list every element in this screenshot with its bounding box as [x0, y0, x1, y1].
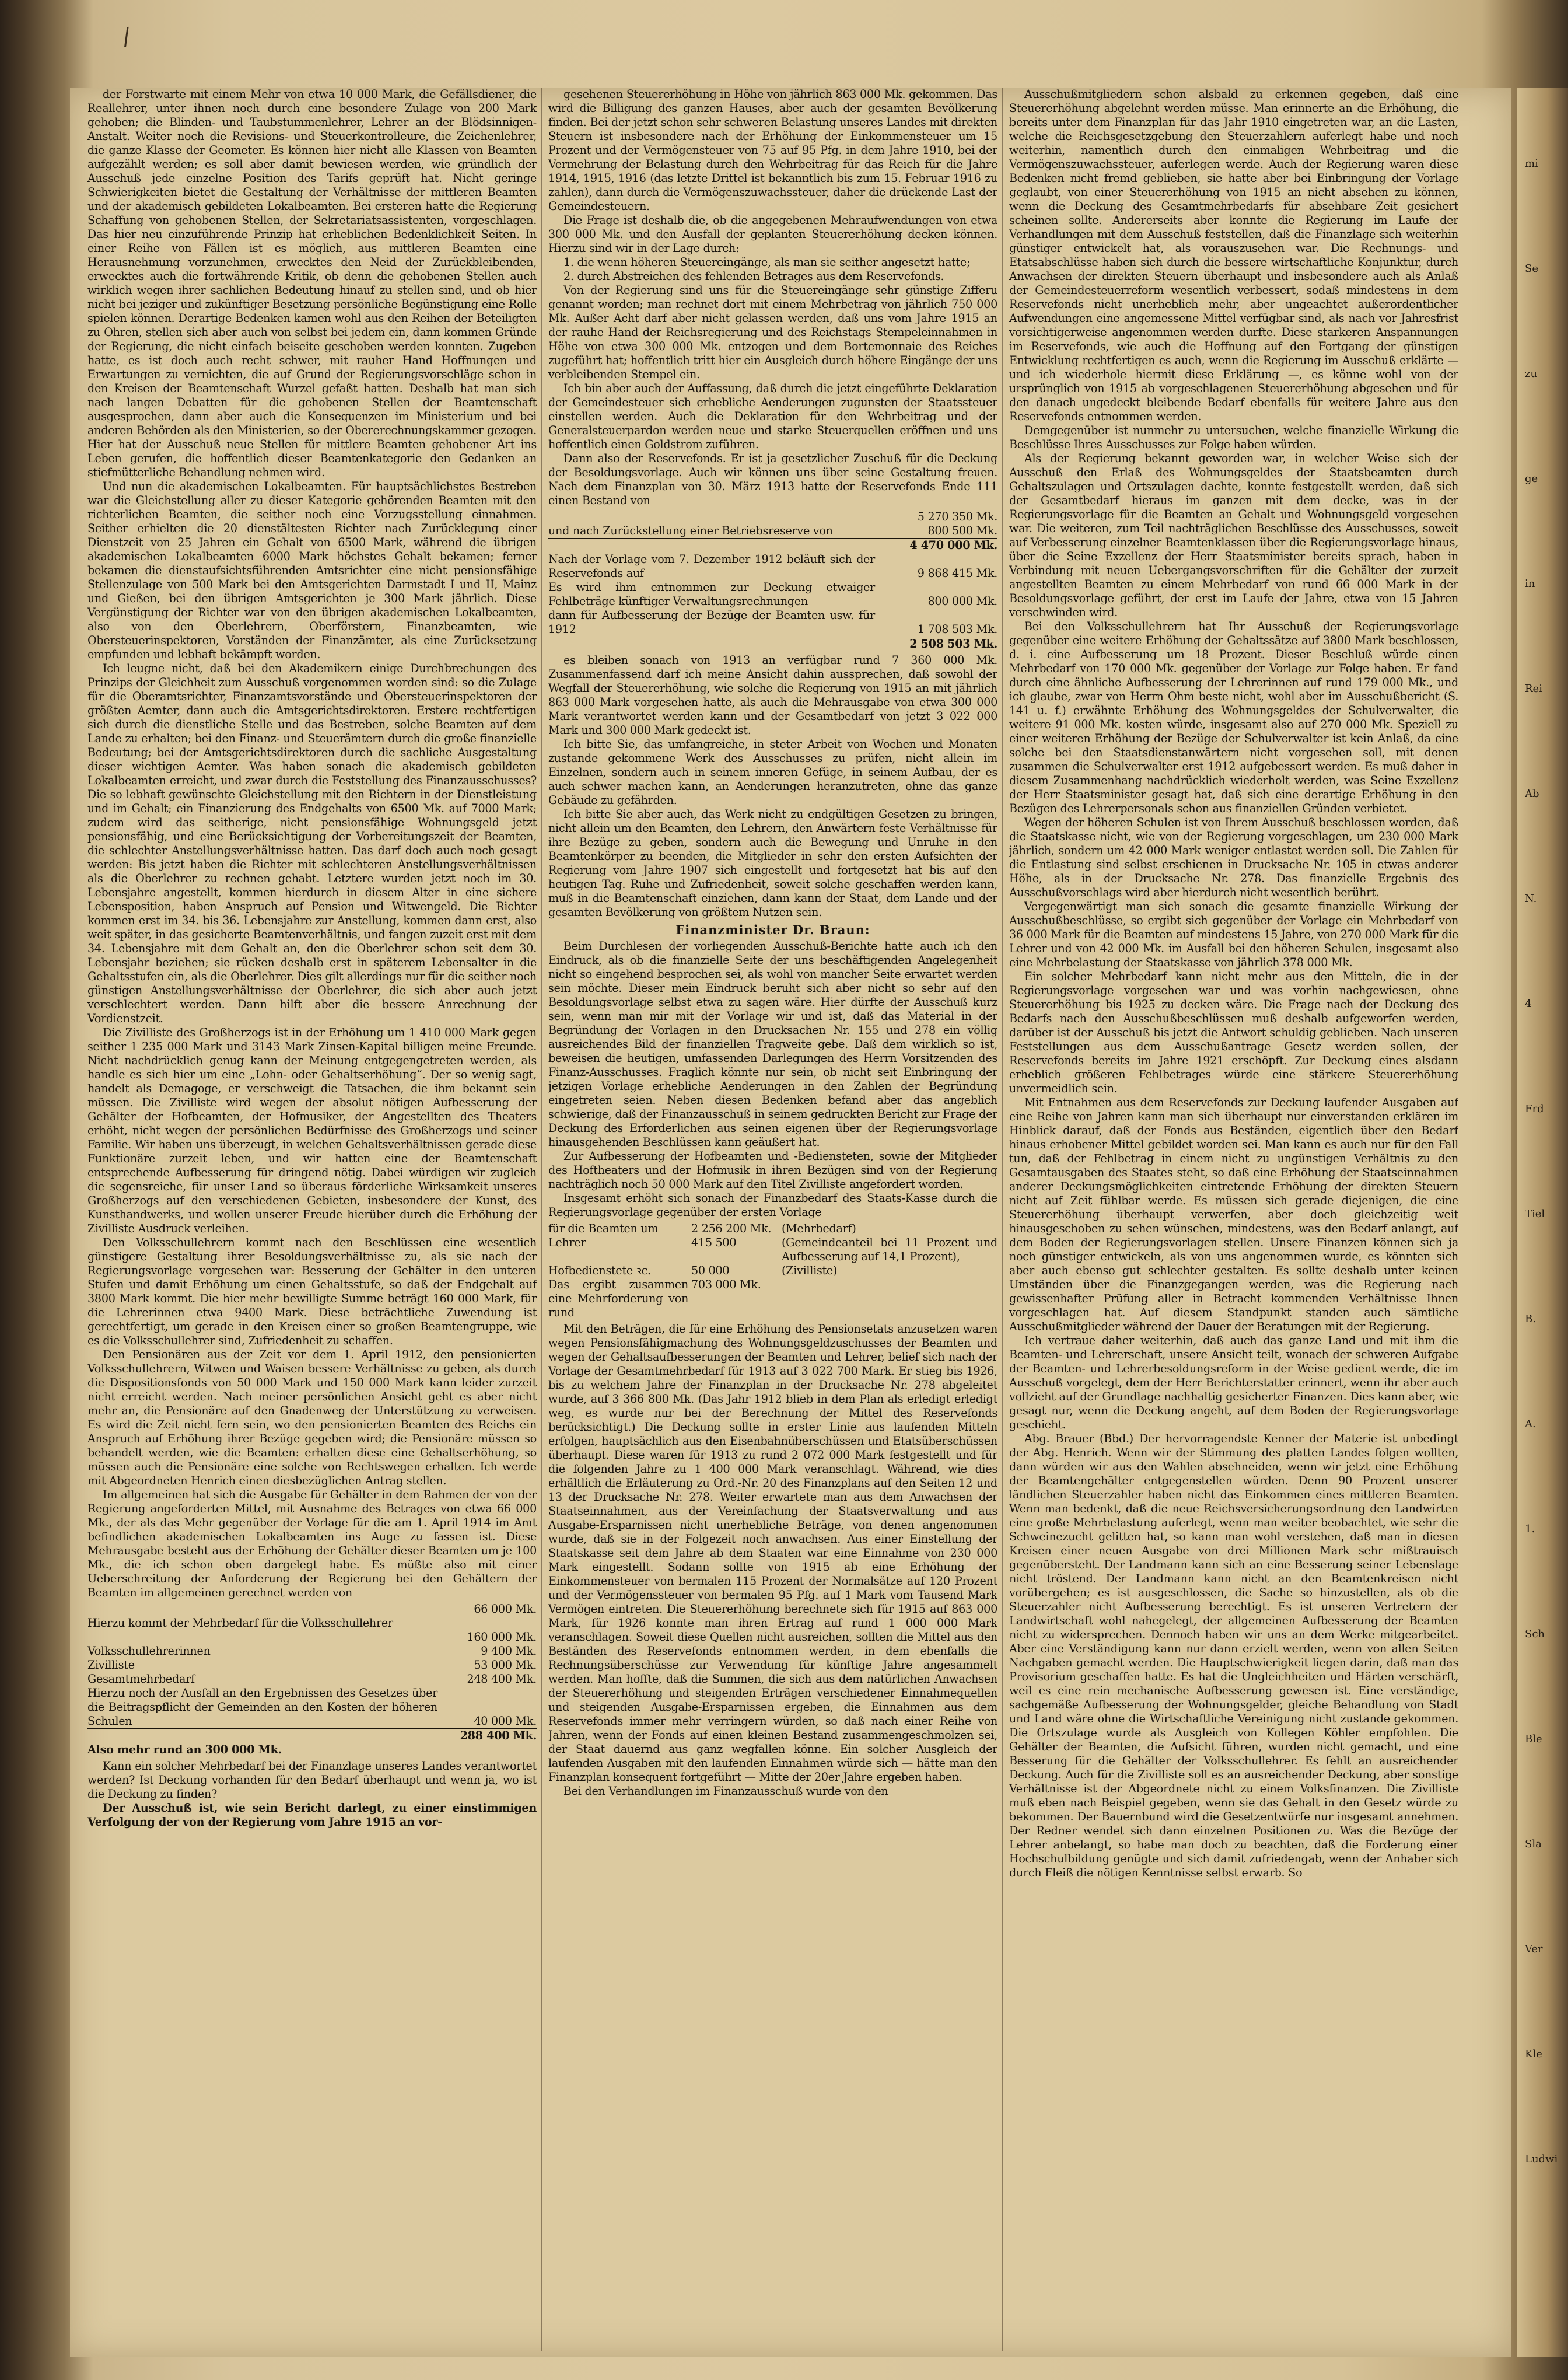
newspaper-page	[70, 88, 1511, 2357]
table-total: 288 400 Mk.	[88, 1728, 537, 1743]
paragraph: Ich leugne nicht, daß bei den Akademikern einige Durchbrechungen des Prinzips der Gleichheit zum Ausschuß vorgenommen worden sind: so die Zulage für die Oberamtsrichter, Finanzamtsvorstände und Obersteuerinspektoren der größten Aemter, dann auch die Amtsgerichtsdirektoren. Erstere rechtfertigen sich durch die dienstliche Stelle und das Bestreben, solche Beamten auf dem Lande zu erhalten; bei den Finanz- und Steuerämtern durch die große finanzielle Bedeutung; bei der Amtsgerichtsdirektoren durch die sachliche Ausgestaltung dieser wichtigen Aemter. Was haben sonach die akademisch gebildeten Lokalbeamten erreicht, und zwar durch die Feststellung des Finanzausschusses? Die so lebhaft gewünschte Gleichstellung mit den Richtern in der Dienstleistung und im Gehalt; ein Finanzierung des Endgehalts von 6500 Mk. auf 7000 Mark; zudem wird das seitherige, nicht pensionsfähige Wohnungsgeld jetzt pensionsfähig, und eine Berücksichtigung der Vorbereitungszeit der Beamten, die schlechter Anstellungsverhältnisse hatten. Das darf doch auch noch gesagt werden: Bis jetzt haben die Richter mit schlechteren Anstellungsverhältnissen als die Oberlehrer zu rechnen gehabt. Letztere wurden jetzt noch im 30. Lebensjahre angestellt, kommen hierdurch in diesem Alter in eine sichere Lebensposition, haben Anspruch auf Pension und Witwengeld. Die Richter kommen erst im 34. bis 36. Lebensjahre zur Anstellung, kommen dann erst, also weit später, in das gesicherte Beamtenverhältnis, und fangen zuzeit erst mit dem 34. Lebensjahre mit dem Gehalt an, den die Oberlehrer schon seit dem 30. Lebensjahr beziehen; sie rücken deshalb erst in späterem Lebensalter in die Gehaltsstufen ein, als die Oberlehrer. Dies gilt allerdings nur für die seither noch günstigen Anstellungsverhältnisse der Oberlehrer, die sich aber auch jetzt verschlechtert werden. Dann hilft aber die bessere Anrechnung der Vordienstzeit.	[88, 662, 537, 1025]
paragraph: Im allgemeinen hat sich die Ausgabe für Gehälter in dem Rahmen der von der Regierung angeforderten Mittel, mit Ausnahme des Betrages von etwa 66 000 Mk., der als das Mehr gegenüber der Vorlage für die am 1. April 1914 im Amt befindlichen akademischen Lokalbeamten ins Auge zu fassen ist. Diese Mehrausgabe besteht aus der Erhöhung der Gehälter dieser Beamten um je 100 Mk., die ich schon oben dargelegt habe. Es müßte also mit einer Ueberschreitung der Anforderung der Regierung bei den Gehältern der Beamten im allgemeinen gerechnet werden von	[88, 1488, 537, 1599]
paragraph: Und nun die akademischen Lokalbeamten. Für hauptsächlichstes Bestreben war die Gleichstellung aller zu dieser Kategorie gehörenden Beamten mit den richterlichen Beamten, die seither noch eine Vorzugsstellung einnahmen. Seither erhielten die 20 dienstältesten Richter nach Zurücklegung einer Dienstzeit von 25 Jahren ein Gehalt von 6500 Mark, während die übrigen akademischen Lokalbeamten 6000 Mark höchstes Gehalt bekamen; ferner bekamen die dienstaufsichtsführenden Amtsrichter eine nicht pensionsfähige Stellenzulage von 500 Mark bei den Amtsgerichten Darmstadt I und II, Mainz und Gießen, bei den übrigen Amtsgerichten je 300 Mark jährlich. Diese Vergünstigung der Richter war von den übrigen akademischen Lokalbeamten, also von den Oberlehrern, Oberförstern, Finanzbeamten, wie Obersteuerinspektoren, Vorständen der Finanzämter, als eine Zurücksetzung empfunden und lebhaft bekämpft worden.	[88, 480, 537, 661]
column-1	[88, 88, 537, 2351]
column-divider	[1002, 88, 1003, 2351]
paragraph: Die Frage ist deshalb die, ob die angegebenen Mehraufwendungen von etwa 300 000 Mk. und den Ausfall der geplanten Steuererhöhung decken können. Hierzu sind wir in der Lage durch:	[548, 214, 998, 255]
paragraph: Ein solcher Mehrbedarf kann nicht mehr aus den Mitteln, die in der Regierungsvorlage vorgesehen war und was vorhin nachgewiesen, ohne Steuererhöhung bis 1925 zu decken wäre. Die Frage nach der Deckung des Bedarfs nach den Ausschußbeschlüssen muß deshalb aufgeworfen werden, darüber ist der Ausschuß bis jetzt die Antwort schuldig geblieben. Nach unseren Feststellungen aus dem Ausschußantrage Gesetz werden sollen, der Reservefonds bereits im Jahre 1921 erschöpft. Zur Deckung eines alsdann erheblich größeren Fehlbetrages würde eine stärkere Steuererhöhung unvermeidlich sein.	[1009, 970, 1458, 1095]
mehrbedarf-table	[88, 1602, 537, 1757]
edge-fragment: Kle	[1525, 2048, 1542, 2060]
edge-fragment: 1.	[1525, 1523, 1535, 1535]
edge-fragment: Rei	[1525, 683, 1542, 695]
edge-fragment: Ble	[1525, 1733, 1542, 1745]
paragraph: 2. durch Abstreichen des fehlenden Betrages aus dem Reservefonds.	[564, 270, 944, 283]
paragraph: Den Volksschullehrern kommt nach den Beschlüssen eine wesentlich günstigere Gestaltung ihrer Besoldungsverhältnisse zu, als sie nach der Regierungsvorlage vorgesehen war: Besserung der Gehälter in den unteren Stufen und damit Erhöhung um einen Gehaltsstufe, so daß der Endgehalt auf 3800 Mark kommt. Die hier mehr bewilligte Summe beträgt 160 000 Mark, für die Lehrerinnen etwa 9400 Mark. Diese beträchtliche Zuwendung ist gerechtfertigt, um gerade in den Kreisen einer so großen Beamtengruppe, wie es die Volksschullehrer sind, Zufriedenheit zu schaffen.	[88, 1236, 537, 1347]
edge-fragment: Ludwi	[1525, 2153, 1558, 2165]
reservefonds-figures: 5 270 350 Mk. und nach Zurückstellung einer Betriebsreserve von 800 500 Mk. 4 470 000 Mk. Nach der Vorlage vom 7. Dezember 1912 beläuft sich der Reservefonds auf 9 868 415 Mk. Es wird ihm entnommen zur Deckung etwaiger Fehlbeträge künftiger Verwaltungsrechnungen 800 000 Mk. dann für Aufbesserung der Bezüge der Beamten usw. für 1912 1 708 503 Mk. 2 508 503 Mk.	[548, 510, 998, 651]
calc-row: Das ergibt zusammen eine Mehrforderung von rund 703 000 Mk.	[548, 1278, 761, 1319]
table-row: 160 000 Mk.	[467, 1630, 537, 1644]
edge-fragment: in	[1525, 578, 1535, 590]
paragraph: es bleiben sonach von 1913 an verfügbar rund 7 360 000 Mk. Zusammenfassend darf ich meine Ansicht dahin aussprechen, daß sowohl der Wegfall der Steuererhöhung, wie solche die Regierung von 1915 an mit jährlich 863 000 Mark vorgesehen hatte, als auch die Mehrausgabe von etwa 300 000 Mark verantwortet werden kann und der Gesamtbedarf von jetzt 3 022 000 Mark und 300 000 Mark gedeckt ist.	[548, 653, 998, 737]
paragraph: Als der Regierung bekannt geworden war, in welcher Weise sich der Ausschuß den Erlaß des Wohnungsgeldes der Staatsbeamten durch Gehaltszulagen und Ortszulagen dachte, konnte festgestellt werden, daß sich der Gesamtbedarf hieraus im ganzen mit dem decke, was in der Regierungsvorlage für die Beamten an Gehalt und Wohnungsgeld vorgesehen war. Die weiteren, zum Teil nachträglichen Beschlüsse des Ausschusses, soweit auf Verbesserung einzelner Beamtenklassen über die Regierungsvorlage hinaus, über die Seine Exzellenz der Herr Staatsminister bereits sprach, haben in Verbindung mit neuen Uebergangsvorschriften für die Gehälter der zurzeit angestellten Beamten zu einem Mehrbedarf von rund 66 000 Mark in der Besoldungsvorlage geführt, der erst im Laufe der Jahre, etwa von 15 Jahren verschwinden wird.	[1009, 452, 1458, 619]
edge-fragment: Tiel	[1525, 1208, 1545, 1220]
paragraph: Mit den Beträgen, die für eine Erhöhung des Pensionsetats anzusetzen waren wegen Pensionsfähigmachung des Wohnungsgeldzuschusses der Beamten und wegen der Gehaltsaufbesserungen der Beamten und Lehrer, belief sich nach der Vorlage der Gesamtmehrbedarf für 1913 auf 3 022 700 Mark. Er stieg bis 1926, bis zu welchem Jahre der Finanzplan in der Drucksache Nr. 278 abgeleitet wurde, auf 3 366 800 Mk. (Das Jahr 1912 blieb in dem Plan als erledigt erledigt weg, es wurde nur bei der Berechnung der Mittel des Reservefonds berücksichtigt.) Die Deckung sollte in erster Linie aus laufenden Mitteln erfolgen, hauptsächlich aus den Eisenbahnüberschüssen und Etatsüberschüssen überhaupt. Diese waren für 1913 zu rund 2 072 000 Mark festgestellt und für die folgenden Jahre zu 1 400 000 Mark veranschlagt. Während, wie dies erhältlich die Erläuterung zu Ord.-Nr. 20 des Finanzplans auf den Seiten 12 und 13 der Drucksache Nr. 278. Weiter erwartete man aus dem Anwachsen der Staatseinnahmen, aus der Vereinfachung der Staatsverwaltung und aus Ausgabe-Ersparnissen nicht unerhebliche Beträge, von denen angenommen wurde, daß sie in der Folgezeit noch anwachsen. Aus einer Einstellung der Staatskasse seit dem Jahre ab dem Staaten war eine Einnahme von 230 000 Mark eingestellt. Sodann sollte von 1915 ab eine Erhöhung der Einkommensteuer von bermalen 115 Prozent der Normalsätze auf 120 Prozent und der Vermögenssteuer von bermalen 95 Pfg. auf 1 Mark vom Tausend Mark Vermögen eintreten. Die Steuererhöhung berechnete sich für 1915 auf 863 000 Mark, für 1926 konnte man ihren Ertrag auf rund 1 000 000 Mark veranschlagen. Soweit diese Quellen nicht ausreichen, sollten die Mittel aus den Beständen des Reservefonds entnommen werden, in dem ebenfalls die Rechnungsüberschüsse zur Verwendung für künftige Jahre angesammelt werden. Man hoffte, daß die Summen, die sich aus dem natürlichen Anwachsen der Steuererhöhung und steigenden Erträgen verschiedener Einnahmequellen und steigenden Ausgabe-Ersparnissen ergeben, die Einnahmen aus dem Reservefonds immer mehr verringern würden, so daß nach einer Reihe von Jahren, wenn der Fonds auf einen kleinen Bestand zusammengeschmolzen sei, der Staat dauernd aus ganz wegfallen könne. Ein solcher Ausgleich der laufenden Ausgaben mit den laufenden Einnahmen würde sich — hätte man den Finanzplan konsequent fortgeführt — Mitte der 20er Jahre ergeben haben.	[548, 1322, 998, 1784]
paragraph: Beim Durchlesen der vorliegenden Ausschuß-Berichte hatte auch ich den Eindruck, als ob die finanzielle Seite der uns beschäftigenden Angelegenheit nicht so eingehend besprochen sei, als wohl von mancher Seite erwartet werden sein möchte. Dieser mein Eindruck beruht sich aber nicht so sehr auf den Besoldungsvorlage selbst etwa zu sagen wäre. Hier dürfte der Ausschuß kurz sein, wenn man mir mit der Vorlage wir und ist, daß das Material in der Begründung der Vorlagen in den Drucksachen Nr. 155 und 278 ein völlig ausreichendes Bild der finanziellen Tragweite gebe. Daß dem wirklich so ist, beweisen die heutigen, umfassenden Darlegungen des Herrn Vorsitzenden des Finanz-Ausschusses. Fraglich könnte nur sein, ob nicht seit Einbringung der jetzigen Vorlage erhebliche Aenderungen in den Zahlen der Begründung eingetreten seien. Neben diesen Bedenken befand aber das angeblich schwierige, daß der Finanzausschuß in seinem gedruckten Bericht zur Frage der Deckung des Erforderlichen aus seinen eigenen über der Regierungsvorlage hinausgehenden Beschlüssen kann geäußert hat.	[548, 939, 998, 1149]
calc-row: Hofbedienstete ꝛc. 50 000 (Zivilliste)	[548, 1264, 838, 1277]
table-row: Gesamtmehrbedarf 248 400 Mk.	[88, 1672, 537, 1686]
paragraph: Den Pensionären aus der Zeit vor dem 1. April 1912, den pensionierten Volksschullehrern, Witwen und Waisen bessere Verhältnisse zu geben, als durch die Dispositionsfonds von 50 000 Mark und 150 000 Mark kann leider zurzeit nicht erreicht werden. Nach meiner persönlichen Ansicht geht es aber nicht mehr an, die Pensionäre auf den Gnadenweg der Unterstützung zu verweisen. Es wird die Zeit nicht fern sein, wo den pensionierten Beamten des Reichs ein Anspruch auf Erhöhung ihrer Bezüge gegeben wird; die Pensionäre müssen so behandelt werden, wie die Beamten: erhalten diese eine Gehaltserhöhung, so müssen auch die Pensionäre eine solche von Rechtswegen erhalten. Ich werde mit Abgeordneten Henrich einen diesbezüglichen Antrag stellen.	[88, 1348, 537, 1487]
column-2-paragraphs-a	[548, 88, 998, 508]
column-3-paragraphs	[1009, 88, 1458, 1880]
paragraph: Insgesamt erhöht sich sonach der Finanzbedarf des Staats-Kasse durch die Regierungsvorlage gegenüber der ersten Vorlage	[548, 1191, 998, 1219]
calc-row: für die Beamten um 2 256 200 Mk. (Mehrbedarf)	[548, 1222, 856, 1235]
edge-fragment: B.	[1525, 1313, 1536, 1325]
paragraph: 1. die wenn höheren Steuereingänge, als man sie seither angesetzt hatte;	[564, 256, 971, 269]
table-intro: Hierzu kommt der Mehrbedarf für die Volksschullehrer	[88, 1616, 393, 1630]
paragraph: Ich vertraue daher weiterhin, daß auch das ganze Land und mit ihm die Beamten- und Lehrerschaft, unsere Ansicht teilt, wonach der schweren Aufgabe der Beamten- und Lehrerbesoldungsreform in der Weise gedient werde, die im Ausschuß vorgelegt, dem der Herr Berichterstatter erinnert, wenn ihr aber auch vollzieht auf der Grundlage nachhaltig gesicherter Finanzen. Dies kann aber, wie gesagt nur, wenn die Deckung angeht, auf dem Boden der Regierungsvorlage geschieht.	[1009, 1334, 1458, 1431]
pencil-mark: /	[120, 23, 133, 51]
paragraph: gesehenen Steuererhöhung in Höhe von jährlich 863 000 Mk. gekommen. Das wird die Billigung des ganzen Hauses, aber auch der gesamten Bevölkerung finden. Bei der jetzt schon sehr schweren Belastung unseres Landes mit direkten Steuern ist insbesondere nach der Erhöhung der Einkommensteuer um 15 Prozent und der Vermögensteuer von 75 auf 95 Pfg. in dem Jahre 1910, bei der Vermehrung der Belastung durch den Wehrbeitrag für das Reich für die Jahre 1914, 1915, 1916 (das letzte Drittel ist bekanntlich bis zum 15. Februar 1916 zu zahlen), dann durch die Vermögenszuwachssteuer, daher die drückende Last der Gemeindesteuern.	[548, 88, 998, 213]
finanzbedarf-calc	[548, 1222, 998, 1320]
table-row: Hierzu noch der Ausfall an den Ergebnissen des Gesetzes über die Beitragspflicht der Gemeinden an den Kosten der höheren Schulen 40 000 Mk.	[88, 1686, 537, 1728]
column-2-paragraphs-d	[548, 1322, 998, 1798]
paragraph: Ich bin aber auch der Auffassung, daß durch die jetzt eingeführte Deklaration der Gemeindesteuer sich erhebliche Aenderungen zugunsten der Staatssteuer einstellen werden. Auch die Deklaration für den Wehrbeitrag und der Generalsteuerpardon werden neue und starke Steuerquellen eröffnen und uns hoffentlich einen Goldstrom zuführen.	[548, 382, 998, 451]
edge-fragment: Ver	[1525, 1943, 1543, 1955]
paragraph: Wegen der höheren Schulen ist von Ihrem Ausschuß beschlossen worden, daß die Staatskasse nicht, wie von der Regierung vorgeschlagen, um 230 000 Mark jährlich, sondern um 42 000 Mark weniger entlastet werden soll. Die Zahlen für die Entlastung sind selbst erschienen in Drucksache Nr. 105 in etwas anderer Höhe, als in der Drucksache Nr. 278. Das finanzielle Ergebnis des Ausschußvorschlags wird aber hierdurch nicht wesentlich berührt.	[1009, 816, 1458, 899]
paragraph: Der Ausschuß ist, wie sein Bericht darlegt, zu einer einstimmigen Verfolgung der von der Regierung vom Jahre 1915 an vor-	[88, 1801, 537, 1829]
column-1-paragraphs	[88, 88, 537, 1600]
table-after: Also mehr rund an 300 000 Mk.	[88, 1743, 282, 1756]
paragraph: Demgegenüber ist nunmehr zu untersuchen, welche finanzielle Wirkung die Beschlüsse Ihres Ausschusses zur Folge haben würden.	[1009, 424, 1458, 451]
column-2	[548, 88, 998, 2351]
paragraph: Bei den Verhandlungen im Finanzausschuß wurde von den	[564, 1784, 888, 1798]
column-divider	[541, 88, 542, 2351]
paragraph: Bei den Volksschullehrern hat Ihr Ausschuß der Regierungsvorlage gegenüber eine weitere Erhöhung der Gehaltssätze auf 3800 Mark beschlossen, d. i. eine Aufbesserung um 18 Prozent. Dieser Beschluß würde einen Mehrbedarf von 170 000 Mk. gegenüber der Vorlage zur Folge haben. Er fand durch eine ähnliche Aufbesserung der Lehrerinnen auf rund 179 000 Mk., und ich glaube, zwar von Herrn Ohm beste nicht, wohl aber im Ausschußbericht (S. 141 u. f.) erwähnte Erhöhung des Wohnungsgeldes der Schulverwalter, die weitere 91 000 Mk. kosten würde, insgesamt also auf 270 000 Mk. Speziell zu einer weiteren Erhöhung der Bezüge der Schulverwalter ist kein Anlaß, da eine solche bei den Staatsdienstanwärtern nicht vorgesehen soll, mit denen zusammen die Schulverwalter erst 1912 aufgebessert werden. Es muß daher in diesem Zusammenhang nachdrücklich wiederholt werden, was Seine Exzellenz der Herr Staatsminister gesagt hat, daß sich eine derartige Erhöhung in den Bezügen des Lehrerpersonals schon aus finanziellen Gründen verbietet.	[1009, 620, 1458, 815]
edge-fragment: Ab	[1525, 788, 1539, 800]
edge-fragment: Sla	[1525, 1838, 1542, 1850]
paragraph: Mit Entnahmen aus dem Reservefonds zur Deckung laufender Ausgaben auf eine Reihe von Jahren kann man sich überhaupt nur einverstanden erklären im Hinblick darauf, daß der Fonds aus Beständen, eigentlich über den Bedarf hinaus erhobener Mittel gebildet worden sei. Man kann es auch nur für den Fall tun, daß der Fehlbetrag in einem nicht zu ungünstigen Verhältnis zu den Gesamtausgaben des Staates steht, so daß eine Erhöhung der Staatseinnahmen anderer Deckungsmöglichkeiten eintretende Erhöhung der direkten Steuern nicht auf Zeit fühlbar werde. Es müssen sich gerade diejenigen, die eine Steuererhöhung überhaupt verwerfen, aber doch gleichzeitig weit hinausgeschoben zu sehen wünschen, mindestens, was den Bedarf anlangt, auf dem Boden der Regierungsvorlagen stellen. Unsere Finanzen können sich ja noch günstiger entwickeln, als von uns angenommen wurde, es könnten sich aber auch ebenso gut schlechter gestalten. Es sollte deshalb unter keinen Umständen über die Finanzgegangen werden, was die Regierung nach gewissenhafter Prüfung aller in Betracht kommenden Verhältnisse Ihnen vorgeschlagen hat. Auf diesem Standpunkt standen auch sämtliche Ausschußmitglieder während der Dauer der Beratungen mit der Regierung.	[1009, 1096, 1458, 1333]
lead-value: 66 000 Mk.	[474, 1602, 537, 1616]
section-heading: Finanzminister Dr. Braun:	[676, 922, 870, 937]
table-row: Zivilliste 53 000 Mk.	[88, 1658, 537, 1672]
paragraph: Kann ein solcher Mehrbedarf bei der Finanzlage unseres Landes verantwortet werden? Ist Deckung vorhanden für den Bedarf überhaupt und wenn ja, wo ist die Deckung zu finden?	[88, 1759, 537, 1801]
column-2-paragraphs-b	[548, 653, 998, 920]
edge-fragment: mi	[1525, 158, 1538, 170]
edge-fragment: Frd	[1525, 1103, 1544, 1115]
paragraph: Ich bitte Sie, das umfangreiche, in steter Arbeit von Wochen und Monaten zustande gekommene Werk des Ausschusses zu prüfen, nicht allein im Einzelnen, sondern auch in seinem inneren Gefüge, in seinem Aufbau, der es auch schwer machen kann, an Aenderungen heranzutreten, ohne das ganze Gebäude zu gefährden.	[548, 738, 998, 807]
edge-fragment: zu	[1525, 368, 1538, 380]
paragraph: Ich bitte Sie aber auch, das Werk nicht zu endgültigen Gesetzen zu bringen, nicht allein um den Beamten, den Lehrern, den Anwärtern feste Verhältnisse für ihre Bezüge zu geben, sondern auch die Bewegung und Unruhe in den Beamtenkörper zu beenden, die Mitglieder in sehr den ersten Aufsichten der Regierung vom Jahre 1907 sich eingestellt und fortgesetzt hat bis auf den heutigen Tag. Ruhe und Zufriedenheit, soweit solche geschaffen werden kann, muß in die Beamtenschaft einziehen, dann kann der Staat, dem Lande und der gesamten Bevölkerung von größtem Nutzen sein.	[548, 808, 998, 919]
paragraph: Die Zivilliste des Großherzogs ist in der Erhöhung um 1 410 000 Mark gegen seither 1 235 000 Mark und 3143 Mark Zinsen-Kapital billigen meine Freunde. Nicht nachdrücklich genug kann der Meinung entgegengetreten werden, als handle es sich hier um eine „Lohn- oder Gehaltserhöhung“. Der so wenig sagt, handelt als Demagoge, er verschweigt die Tatsachen, die ihm bekannt sein müssen. Die Zivilliste wird wegen der absolut nötigen Aufbesserung der Gehälter der Hofbeamten, der Hofmusiker, der Angestellten des Theaters erhöht, nicht wegen der persönlichen Bedürfnisse des Großherzogs und seiner Familie. Wir haben uns überzeugt, in welchen Gehaltsverhältnissen gerade diese Funktionäre zurzeit leben, und wir hatten eine der Beamtenschaft entsprechende Aufbesserung für dringend nötig. Dabei würdigen wir zugleich die segensreiche, für unser Land so überaus förderliche Wirksamkeit unseres Großherzogs auf den verschiedenen Gebieten, insbesondere der Kunst, des Kunsthandwerks, und wollen unserer Freude hierüber durch die Erhöhung der Zivilliste Ausdruck verleihen.	[88, 1026, 537, 1235]
edge-fragment: A.	[1525, 1418, 1536, 1430]
table-row	[88, 1602, 537, 1616]
calc-row: Lehrer 415 500 (Gemeindeanteil bei 11 Prozent und Aufbesserung auf 14,1 Prozent),	[548, 1236, 998, 1263]
paragraph: Dann also der Reservefonds. Er ist ja gesetzlicher Zuschuß für die Deckung der Besoldungsvorlage. Auch wir können uns über seine Gestaltung freuen. Nach dem Finanzplan von 30. März 1913 hatte der Reservefonds Ende 111 einen Bestand von	[548, 452, 998, 507]
paragraph: Ausschußmitgliedern schon alsbald zu erkennen gegeben, daß eine Steuererhöhung abgelehnt werden müsse. Man erinnerte an die Erhöhung, die bereits unter dem Finanzplan für das Jahr 1910 eingetreten war, an die Lasten, welche die Reichsgesetzgebung den Steuerzahlern auferlegt habe und noch weiterhin, namentlich durch den einmaligen Wehrbeitrag und die Vermögenszuwachssteuer, auferlegen werde. Auch der Regierung waren diese Bedenken nicht fremd geblieben, sie hatte aber bei Einbringung der Vorlage geglaubt, von einer Steuererhöhung von 1915 an nicht absehen zu können, wenn die Deckung des Gesamtmehrbedarfs für absehbare Zeit gesichert scheinen sollte. Andererseits aber konnte die Regierung im Laufe der Verhandlungen mit dem Ausschuß feststellen, daß die Finanzlage sich weiterhin günstiger entwickelt hat, als vorauszusehen war. Die Rechnungs- und Etatsabschlüsse haben sich durch die bessere wirtschaftliche Konjunktur, durch Anwachsen der direkten Steuern überhaupt und insbesondere auch als Anlaß der Gemeindesteuerreform wesentlich verbessert, sodaß mindestens in dem Reservefonds nicht unerheblich mehr, aber ungeachtet außerordentlicher Aufwendungen eine angemessene Mittel verfügbar sind, als nach vor Jahresfrist vorsichtigerweise angenommen werden durfte. Diese starkeren Anspannungen im Reservefonds, wie auch die Hoffnung auf den Fortgang der günstigen Entwicklung rechtfertigen es auch, wenn die Regierung im Ausschuß erklärte — und ich wiederhole hiermit diese Erklärung —, es könne wohl von der ursprünglich von 1915 ab vorgeschlagenen Steuererhöhung abgesehen und für den danach ungedeckt bleibende Bedarf ebenfalls für weitere Jahre aus den Reservefonds entnommen werden.	[1009, 88, 1458, 423]
paragraph: Vergegenwärtigt man sich sonach die gesamte finanzielle Wirkung der Ausschußbeschlüsse, so ergibt sich gegenüber der Vorlage ein Mehrbedarf von 36 000 Mark für die Beamten auf mindestens 15 Jahre, von 270 000 Mark für die Lehrer und von 42 000 Mk. im Ausfall bei den höheren Schulen, insgesamt also eine Mehrbelastung der Staatskasse von jährlich 378 000 Mk.	[1009, 900, 1458, 969]
column-3	[1009, 88, 1458, 2351]
edge-fragment: Sch	[1525, 1628, 1545, 1640]
table-row: Volksschullehrerinnen 9 400 Mk.	[88, 1644, 537, 1658]
paragraph: Abg. Brauer (Bbd.) Der hervorragendste Kenner der Materie ist unbedingt der Abg. Henrich. Wenn wir der Stimmung des platten Landes folgen wollten, dann würden wir aus den Wahlen absehneiden, wenn wir jetzt eine Erhöhung der Beamtengehälter entgegenstellen würden. Denn 90 Prozent unserer ländlichen Steuerzahler haben nicht das Einkommen eines mittleren Beamten. Wenn man bedenkt, daß die neue Reichsversicherungsordnung den Landwirten eine große Mehrbelastung auferlegt, wenn man weiter beobachtet, wie sehr die Schweinezucht gelitten hat, so kann man wohl verstehen, daß man in diesen Kreisen einer neuen Ausgabe von drei Millionen Mark sehr mißtrauisch gegenübersteht. Der Landmann kann sich an eine Besserung seiner Lebenslage nicht tröstend. Der Landmann kann nicht an den Beamtenkreisen nicht vorübergehen; es ist ausgeschlossen, die Sache so hinzustellen, als ob die Steuerzahler nicht Aufbesserung berechtigt. Es ist unseren Vertretern der Landwirtschaft wohl nahegelegt, der allgemeinen Aufbesserung der Beamten nicht zu widersprechen. Dennoch haben wir uns an dem Werke mitgearbeitet. Aber eine Verständigung kann nur dann erzielt werden, wenn von allen Seiten Nachgaben gemacht werden. Die Hauptschwierigkeit liegen darin, daß man das Provisorium geschaffen hatte. Es hat die Ungleichheiten und Härten verschärft, weil es eine rein mechanische Aufbesserung gewesen ist. Eine verständige, sachgemäße Aufbesserung der Wohnungsgelder, gleiche Behandlung von Stadt und Land wäre ohne die Wirtschaftliche Vereinigung nicht zustande gekommen. Die Ortszulage wurde als Ausgleich von Kollegen Köhler empfohlen. Die Gehälter der Beamten, die Aufsicht führen, wurden nicht gemacht, und eine Besserung für die Gehälter der Volksschullehrer. Es fehlt an ausreichender Deckung. Auch für die Zivilliste soll es an ausreichender Deckung, aber sonstige Verhältnisse ist der Abgeordnete nicht zu einem Volksfinanzen. Die Zivilliste muß eben nach Beispiel gegeben, wenn sie das Gehalt in den Gesetz würde zu bekommen. Der Bauernbund wird die Gesetzentwürfe nur insgesamt annehmen. Der Redner wendet sich dann einzelnen Positionen zu. Was die Bezüge der Lehrer anbelangt, so habe man doch zu beachten, daß die Forderung einer Hochschulbildung genügte und sich damit zufriedengab, wenn der Anhaber sich durch Fleiß die nötigen Kenntnisse selbst erwarb. So	[1009, 1432, 1458, 1879]
column-2-paragraphs-c	[548, 939, 998, 1219]
paragraph: der Forstwarte mit einem Mehr von etwa 10 000 Mark, die Gefällsdiener, die Reallehrer, unter ihnen noch durch eine besondere Zulage von 200 Mark gehoben; die Blinden- und Taubstummenlehrer, Lehrer an der Blödsinnigen-Anstalt. Weiter noch die Revisions- und Steuerkontrolleure, die Zeichenlehrer, die ganze Klasse der Geometer. Es können hier nicht alle Klassen von Beamten aufgezählt werden; es soll aber damit bewiesen werden, wie gründlich der Ausschuß jede einzelne Position des Tarifs geprüft hat. Nicht geringe Schwierigkeiten bietet die Gestaltung der Verhältnisse der mittleren Beamten und der akademisch gebildeten Lokalbeamten. Bei ersteren hatte die Regierung Schaffung von gehobenen Stellen, der Sekretariatsassistenten, vorgeschlagen. Das hier neu einzuführende Prinzip hat erheblichen Bedenklichkeit Seiten. In einer Reihe von Fällen ist es möglich, aus mittleren Beamten eine Herausnehmung vorzunehmen, erwecktes den Neid der Zurückbleibenden, erwecktes auch die fortwährende Kritik, ob denn die gehobenen Stellen auch wirklich wegen ihrer sachlichen Bedeutung hinauf zu stellen sind, und ob hier nicht bei jeziger und zukünftiger Besetzung persönliche Begünstigung eine Rolle spielen können. Derartige Bedenken kamen wohl aus den Reihen der Beteiligten zu Ohren, stellen sich aber auch von selbst bei jedem ein, dann kommen Gründe der Regierung, die nicht einfach beiseite geschoben werden konnten. Zugeben hatte, es ist doch auch recht schwer, mit rauher Hand Hoffnungen und Erwartungen zu vernichten, die auf Grund der Regierungsvorschläge schon in den Kreisen der Beamtenschaft Wurzel gefaßt hatten. Deshalb hat man sich nach langen Debatten für die gehobenen Stellen der Beamtenschaft ausgesprochen, dann aber auch die Konsequenzen im Ministerium und bei anderen Behörden als den Ministerien, so der Obererechnungskammer gezogen. Hier hat der Ausschuß neue Stellen für mittlere Beamten gehobener Art ins Leben gerufen, die hoffentlich dieser Beamtenkategorie den Gedanken an stiefmütterliche Behandlung nehmen wird.	[88, 88, 537, 479]
edge-fragment: ge	[1525, 473, 1538, 485]
adjacent-page-edge	[1517, 88, 1568, 2357]
edge-fragment: N.	[1525, 893, 1537, 905]
edge-fragment: Se	[1525, 263, 1538, 275]
paragraph: Zur Aufbesserung der Hofbeamten und -Bediensteten, sowie der Mitglieder des Hoftheaters und der Hofmusik in ihren Bezügen sind von der Regierung nachträglich noch 50 000 Mark auf den Titel Zivilliste angefordert worden.	[548, 1149, 998, 1191]
edge-fragment: 4	[1525, 998, 1532, 1010]
paragraph: Von der Regierung sind uns für die Steuereingänge sehr günstige Zifferu genannt worden; man rechnet dort mit einem Mehrbetrag von jährlich 750 000 Mk. Außer Acht darf aber nicht gelassen werden, daß uns vom Jahre 1915 an der rauhe Hand der Reichsregierung und des Reichstags Stempeleinnahmen in Höhe von etwa 300 000 Mk. entzogen und dem Bortemonnaie des Reiches zugeführt hat; hoffentlich tritt hier ein Ausgleich durch höhere Eingänge der uns verbleibenden Stempel ein.	[548, 284, 998, 381]
